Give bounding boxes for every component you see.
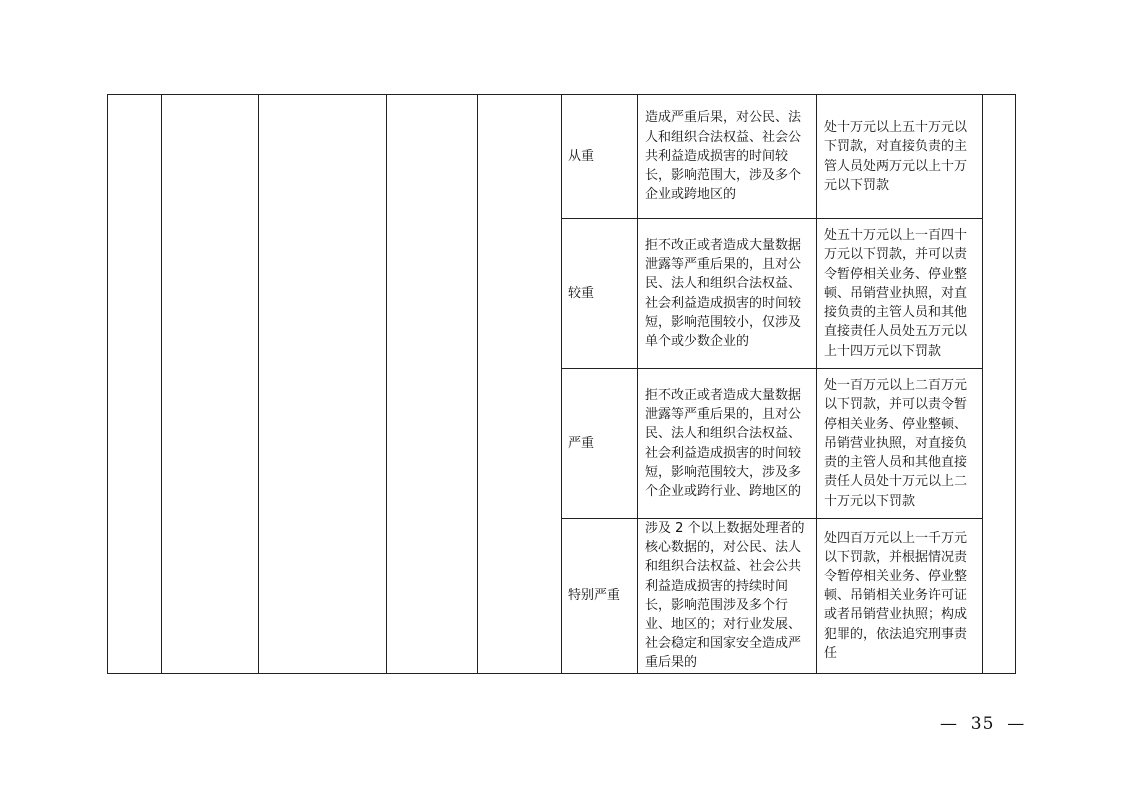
severity-level-cell: 较重 [562,219,638,369]
situation-cell: 拒不改正或者造成大量数据泄露等严重后果的，且对公民、法人和组织合法权益、社会利益造成损害的时间较短，影响范围较大，涉及多个企业或跨行业、跨地区的 [638,369,817,519]
severity-level-cell: 严重 [562,369,638,519]
penalty-cell: 处十万元以上五十万元以下罚款，对直接负责的主管人员处两万元以上十万元以下罚款 [817,95,983,219]
empty-cell-last [983,95,1016,674]
penalty-cell: 处四百万元以上一千万元以下罚款，并根据情况责令暂停相关业务、停业整顿、吊销相关业务许可证或者吊销营业执照；构成犯罪的，依法追究刑事责任 [817,519,983,674]
empty-cell-col2 [162,95,259,674]
penalty-cell: 处一百万元以上二百万元以下罚款，并可以责令暂停相关业务、停业整顿、吊销营业执照，对直接负责的主管人员和其他直接责任人员处十万元以上二十万元以下罚款 [817,369,983,519]
empty-cell-col3 [259,95,387,674]
situation-cell: 涉及 2 个以上数据处理者的核心数据的，对公民、法人和组织合法权益、社会公共利益造成损害的持续时间长，影响范围涉及多个行业、地区的；对行业发展、社会稳定和国家安全造成严重后果的 [638,519,817,674]
empty-cell-col5 [478,95,562,674]
table-row [108,95,1016,219]
penalty-table [107,94,1016,674]
situation-cell: 拒不改正或者造成大量数据泄露等严重后果的，且对公民、法人和组织合法权益、社会利益造成损害的时间较短，影响范围较小，仅涉及单个或少数企业的 [638,219,817,369]
page-number: — 35 — [940,714,1026,734]
severity-level-cell: 特别严重 [562,519,638,674]
situation-cell: 造成严重后果，对公民、法人和组织合法权益、社会公共利益造成损害的时间较长，影响范围大，涉及多个企业或跨地区的 [638,95,817,219]
penalty-cell: 处五十万元以上一百四十万元以下罚款，并可以责令暂停相关业务、停业整顿、吊销营业执照，对直接负责的主管人员和其他直接责任人员处五万元以上十四万元以下罚款 [817,219,983,369]
severity-level-cell: 从重 [562,95,638,219]
empty-cell-col4 [387,95,478,674]
empty-cell-col1 [108,95,162,674]
